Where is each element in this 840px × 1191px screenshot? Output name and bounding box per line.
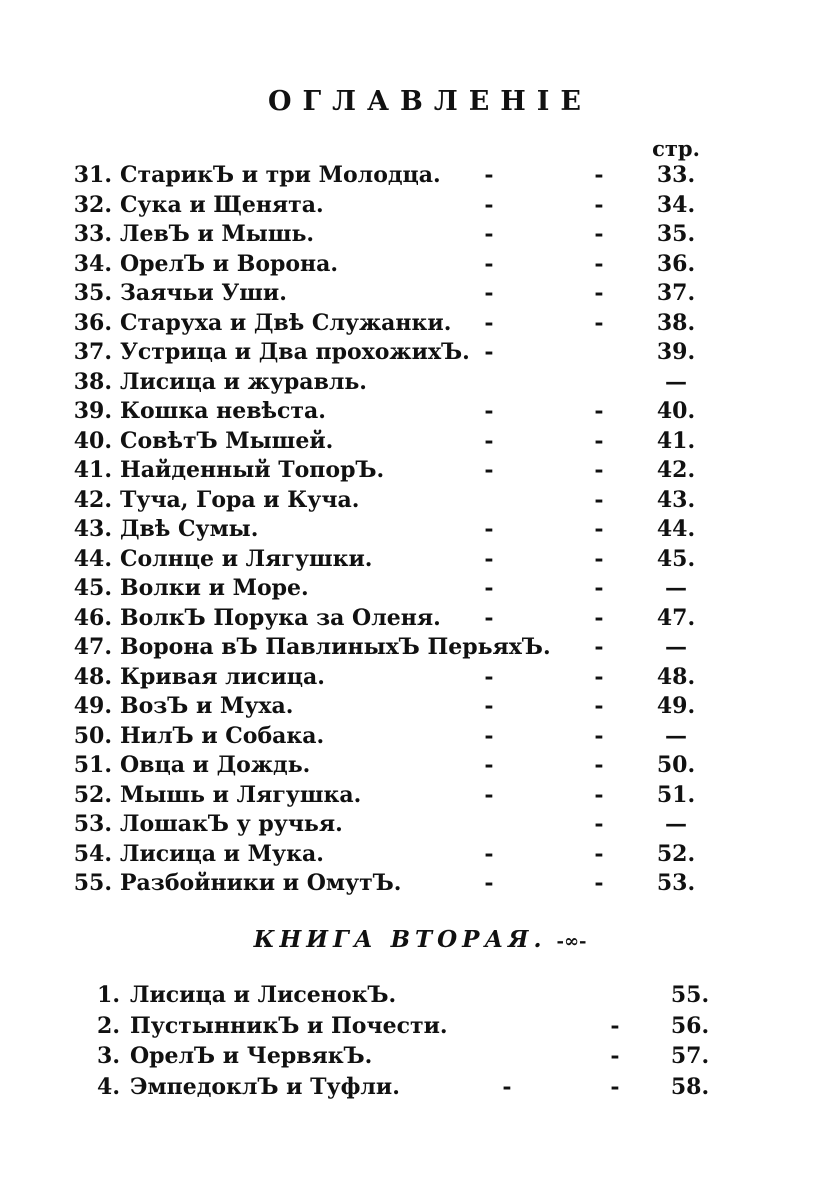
entry-number: 48. [73,663,112,690]
entry-number: 40. [73,427,112,454]
entry-number: 44. [73,545,112,572]
leader-dash: - [594,752,604,778]
leader-dash: - [484,693,494,719]
toc-row[interactable] [0,721,840,751]
toc-row[interactable] [0,308,840,338]
entry-page: 34. [656,191,696,218]
leader-dash: - [484,339,494,365]
entry-title: НилЪ и Собака. [120,722,325,749]
toc-row[interactable] [0,278,840,308]
entry-page: 49. [656,693,696,719]
leader-dash: - [502,1073,512,1100]
entry-number: 47. [73,634,112,660]
leader-dash: - [594,781,604,808]
leader-dash: - [484,516,494,542]
entry-number: 46. [73,604,112,631]
entry-page: 50. [656,752,696,778]
entry-page: 44. [656,516,696,542]
entry-page: 41. [656,427,696,454]
entry-number: 33. [73,221,112,247]
entry-title: Солнце и Лягушки. [120,545,373,572]
entry-title: Мышь и Лягушка. [120,781,362,808]
entry-page: 45. [656,545,696,572]
leader-dash: - [484,752,494,778]
leader-dash: - [594,162,604,188]
toc-row[interactable] [0,514,840,544]
entry-title: Туча, Гора и Куча. [120,486,360,513]
entry-title: Ворона вЪ ПавлиныхЪ ПерьяхЪ. [120,634,551,660]
entry-number: 52. [73,781,112,808]
book-heading [0,926,840,953]
leader-dash: - [484,280,494,306]
toc-row[interactable] [0,160,840,190]
entry-page: 52. [656,840,696,867]
entry-title: Волки и Море. [120,575,309,601]
entry-page: 39. [656,339,696,365]
entry-title: ЭмпедоклЪ и Туфли. [130,1073,400,1100]
entry-title: ВозЪ и Муха. [120,693,294,719]
leader-dash: - [484,840,494,867]
toc-row[interactable] [0,544,840,574]
entry-page: 40. [656,398,696,424]
entry-title: ЛевЪ и Мышь. [120,221,315,247]
entry-number: 31. [73,162,112,188]
entry-title: Сука и Щенята. [120,191,324,218]
leader-dash: - [594,309,604,336]
entry-page: 35. [656,221,696,247]
leader-dash: - [610,1073,620,1100]
toc-row[interactable] [0,662,840,692]
leader-dash: - [484,545,494,572]
leader-dash: - [484,457,494,483]
toc-row[interactable] [0,367,840,397]
toc-row[interactable] [0,809,840,839]
leader-dash: - [594,280,604,306]
entry-page: 48. [656,663,696,690]
leader-dash: - [484,575,494,601]
entry-title: Найденный ТопорЪ. [120,457,385,483]
leader-dash: - [484,398,494,424]
leader-dash: - [594,870,604,896]
leader-dash: - [594,811,604,837]
leader-dash: - [594,575,604,601]
entry-page: 33. [656,162,696,188]
entry-page: — [665,575,687,601]
leader-dash: - [594,545,604,572]
entry-number: 54. [73,840,112,867]
book-heading-text: КНИГА ВТОРАЯ. [253,926,547,953]
leader-dash: - [484,722,494,749]
entry-title: Лисица и ЛисенокЪ. [130,982,397,1008]
ornament: -∞- [556,931,587,952]
toc-row[interactable] [0,485,840,515]
toc-row[interactable] [0,632,840,662]
leader-dash: - [594,722,604,749]
entry-title: ЛошакЪ у ручья. [120,811,343,837]
entry-title: Лисица и Мука. [120,840,324,867]
entry-page: 38. [656,309,696,336]
leader-dash: - [594,221,604,247]
toc-row[interactable] [0,396,840,426]
entry-page: 43. [656,486,696,513]
toc-row[interactable] [0,780,840,810]
entry-page: — [665,634,687,660]
entry-number: 43. [73,516,112,542]
toc-row[interactable] [0,190,840,220]
leader-dash: - [594,604,604,631]
entry-title: СтарикЪ и три Молодца. [120,162,441,188]
entry-number: 55. [73,870,112,896]
leader-dash: - [594,457,604,483]
entry-page: 57. [670,1043,710,1069]
entry-number: 2. [97,1012,120,1039]
entry-number: 49. [73,693,112,719]
entry-title: СовѣтЪ Мышей. [120,427,334,454]
entry-page: 55. [670,982,710,1008]
toc-row[interactable] [0,1041,840,1071]
entry-number: 3. [97,1043,120,1069]
toc-row[interactable] [0,603,840,633]
leader-dash: - [484,309,494,336]
toc-row[interactable] [0,455,840,485]
entry-page: 53. [656,870,696,896]
leader-dash: - [594,516,604,542]
entry-title: ПустынникЪ и Почести. [130,1012,448,1039]
toc-row[interactable] [0,1011,840,1041]
leader-dash: - [484,781,494,808]
entry-page: 37. [656,280,696,306]
toc-row[interactable] [0,839,840,869]
toc-row[interactable] [0,1072,840,1102]
entry-title: Двѣ Сумы. [120,516,259,542]
leader-dash: - [594,191,604,218]
entry-number: 45. [73,575,112,601]
toc-row[interactable] [0,573,840,603]
leader-dash: - [484,663,494,690]
entry-number: 38. [73,368,112,395]
toc-row[interactable] [0,219,840,249]
entry-number: 4. [97,1073,120,1100]
page-column-header: стр. [652,136,700,161]
leader-dash: - [484,221,494,247]
entry-title: ОрелЪ и Ворона. [120,250,339,277]
leader-dash: - [594,634,604,660]
entry-number: 41. [73,457,112,483]
leader-dash: - [594,398,604,424]
entry-number: 1. [97,982,120,1008]
entry-page: 36. [656,250,696,277]
leader-dash: - [610,1043,620,1069]
entry-title: Старуха и Двѣ Служанки. [120,309,452,336]
leader-dash: - [610,1012,620,1039]
entry-number: 35. [73,280,112,306]
toc-row[interactable] [0,249,840,279]
entry-page: 58. [670,1073,710,1100]
entry-title: Кошка невѣста. [120,398,326,424]
entry-title: Кривая лисица. [120,663,325,690]
leader-dash: - [594,486,604,513]
toc-row[interactable] [0,337,840,367]
leader-dash: - [594,693,604,719]
entry-number: 34. [73,250,112,277]
entry-page: — [665,811,687,837]
leader-dash: - [484,870,494,896]
entry-title: Лисица и журавль. [120,368,367,395]
leader-dash: - [484,604,494,631]
entry-title: Разбойники и ОмутЪ. [120,870,402,896]
entry-number: 36. [73,309,112,336]
entry-number: 53. [73,811,112,837]
entry-title: Овца и Дождь. [120,752,311,778]
leader-dash: - [484,427,494,454]
entry-title: ВолкЪ Порука за Оленя. [120,604,441,631]
entry-title: Заячьи Уши. [120,280,287,306]
toc-row[interactable] [0,691,840,721]
leader-dash: - [484,191,494,218]
entry-page: 42. [656,457,696,483]
entry-number: 50. [73,722,112,749]
entry-page: 56. [670,1012,710,1039]
entry-title: Устрица и Два прохожихЪ. [120,339,470,365]
leader-dash: - [594,250,604,277]
entry-number: 39. [73,398,112,424]
entry-page: 51. [656,781,696,808]
entry-number: 51. [73,752,112,778]
toc-row[interactable] [0,750,840,780]
leader-dash: - [594,663,604,690]
leader-dash: - [594,427,604,454]
entry-page: — [665,368,687,395]
leader-dash: - [484,250,494,277]
toc-row[interactable] [0,980,840,1010]
leader-dash: - [594,840,604,867]
entry-number: 32. [73,191,112,218]
toc-row[interactable] [0,426,840,456]
page-title: ОГЛАВЛЕНІЕ [267,86,593,117]
toc-row[interactable] [0,868,840,898]
entry-number: 37. [73,339,112,365]
entry-page: 47. [656,604,696,631]
entry-title: ОрелЪ и ЧервякЪ. [130,1043,373,1069]
entry-page: — [665,722,687,749]
leader-dash: - [484,162,494,188]
entry-number: 42. [73,486,112,513]
